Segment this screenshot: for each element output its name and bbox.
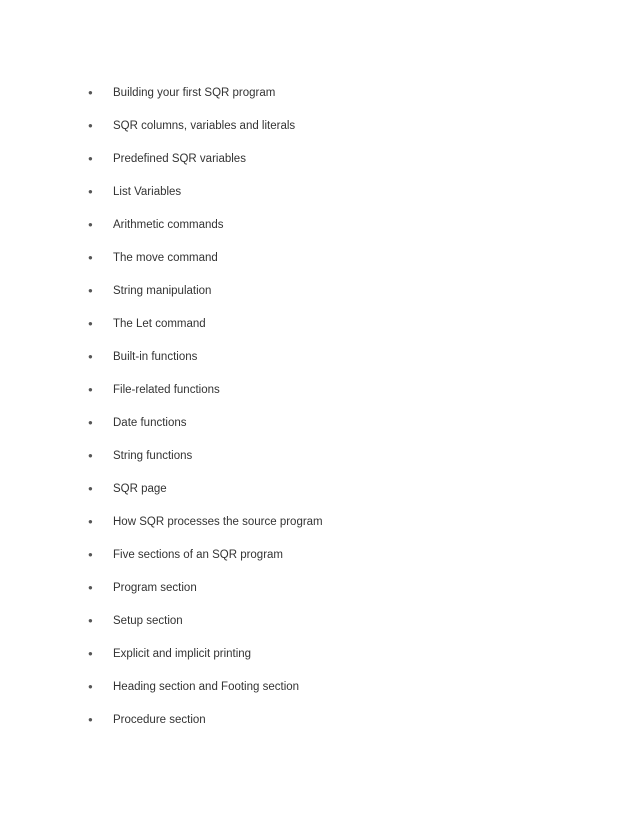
bullet-icon: ● xyxy=(88,219,93,229)
list-item xyxy=(88,637,323,670)
list-item-text: File-related functions xyxy=(113,383,220,396)
list-item xyxy=(88,76,323,109)
bullet-icon: ● xyxy=(88,186,93,196)
list-item xyxy=(88,142,323,175)
list-item-text: Building your first SQR program xyxy=(113,86,276,99)
list-item xyxy=(88,208,323,241)
list-item-text: Procedure section xyxy=(113,713,206,726)
list-item-text: SQR page xyxy=(113,482,167,495)
list-item xyxy=(88,703,323,736)
list-item xyxy=(88,604,323,637)
list-item-text: How SQR processes the source program xyxy=(113,515,323,528)
list-item-text: Arithmetic commands xyxy=(113,218,224,231)
list-item-text: The move command xyxy=(113,251,218,264)
list-item-text: Heading section and Footing section xyxy=(113,680,300,693)
bullet-icon: ● xyxy=(88,384,93,394)
list-item xyxy=(88,307,323,340)
list-item-text: String manipulation xyxy=(113,284,212,297)
list-item xyxy=(88,274,323,307)
list-item-text: Predefined SQR variables xyxy=(113,152,246,165)
bullet-icon: ● xyxy=(88,120,93,130)
list-item xyxy=(88,439,323,472)
list-item xyxy=(88,505,323,538)
bullet-icon: ● xyxy=(88,252,93,262)
list-item-text: Setup section xyxy=(113,614,183,627)
topic-bullet-list xyxy=(88,76,323,736)
bullet-icon: ● xyxy=(88,714,93,724)
bullet-icon: ● xyxy=(88,351,93,361)
list-item-text: Program section xyxy=(113,581,197,594)
list-item xyxy=(88,406,323,439)
bullet-icon: ● xyxy=(88,681,93,691)
list-item xyxy=(88,571,323,604)
bullet-icon: ● xyxy=(88,648,93,658)
bullet-icon: ● xyxy=(88,582,93,592)
bullet-icon: ● xyxy=(88,318,93,328)
list-item xyxy=(88,175,323,208)
bullet-icon: ● xyxy=(88,87,93,97)
bullet-icon: ● xyxy=(88,549,93,559)
list-item xyxy=(88,670,323,703)
list-item-text: Date functions xyxy=(113,416,187,429)
list-item-text: Explicit and implicit printing xyxy=(113,647,252,660)
list-item xyxy=(88,241,323,274)
list-item xyxy=(88,538,323,571)
list-item-text: Five sections of an SQR program xyxy=(113,548,284,561)
list-item-text: List Variables xyxy=(113,185,182,198)
bullet-icon: ● xyxy=(88,285,93,295)
bullet-icon: ● xyxy=(88,483,93,493)
bullet-icon: ● xyxy=(88,516,93,526)
bullet-icon: ● xyxy=(88,450,93,460)
list-item xyxy=(88,373,323,406)
bullet-icon: ● xyxy=(88,153,93,163)
list-item-text: SQR columns, variables and literals xyxy=(113,119,296,132)
list-item xyxy=(88,472,323,505)
list-item-text: Built-in functions xyxy=(113,350,198,363)
list-item-text: String functions xyxy=(113,449,193,462)
list-item-text: The Let command xyxy=(113,317,206,330)
list-item xyxy=(88,340,323,373)
bullet-icon: ● xyxy=(88,615,93,625)
list-item xyxy=(88,109,323,142)
bullet-icon: ● xyxy=(88,417,93,427)
